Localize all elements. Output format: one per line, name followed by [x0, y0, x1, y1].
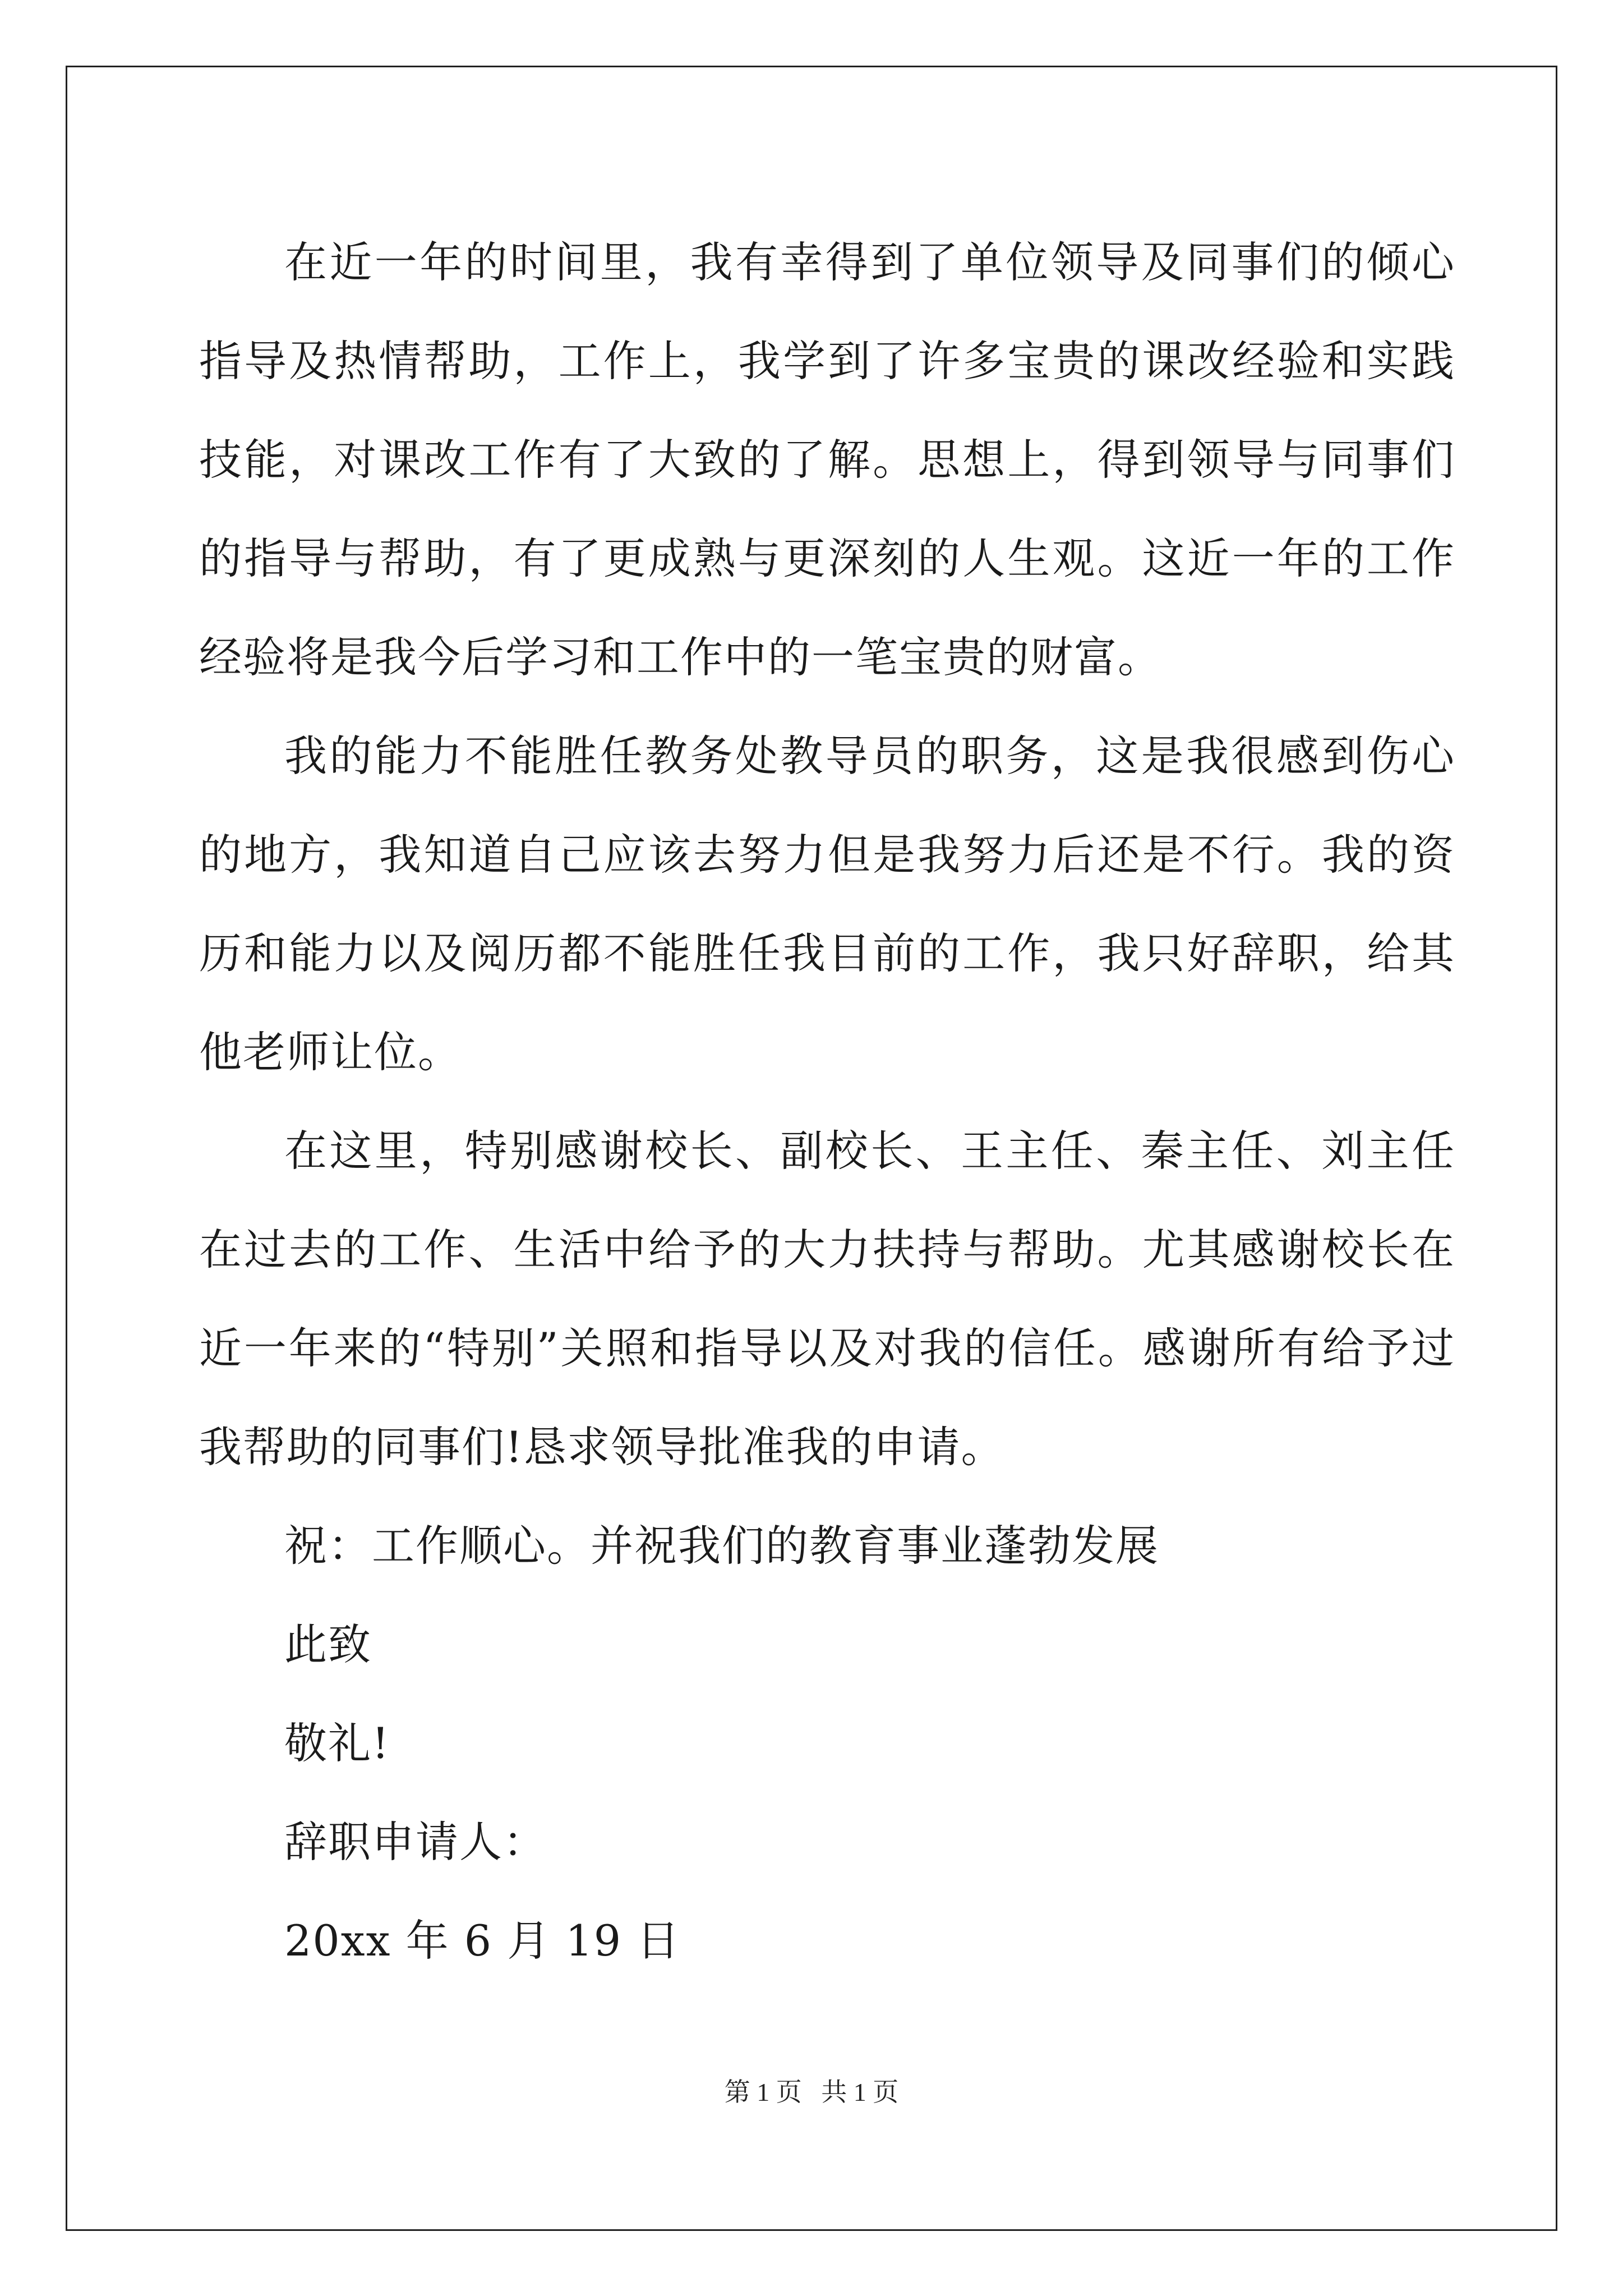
signature-label: 辞职申请人：	[284, 1817, 547, 1867]
date-line: 20xx 年 6 月 19 日	[284, 1916, 681, 1966]
paragraph-2: 我的能力不能胜任教务处教导员的职务，这是我很感到伤心的地方，我知道自己应该去努力但是我努力后还是不行。我的资历和能力以及阅历都不能胜任我目前的工作，我只好辞职，给其他老师让位。	[199, 731, 1455, 1077]
paragraph-1: 在近一年的时间里，我有幸得到了单位领导及同事们的倾心指导及热情帮助，工作上，我学到了许多宝贵的课改经验和实践技能，对课改工作有了大致的了解。思想上，得到领导与同事们的指导与帮助，有了更成熟与更深刻的人生观。这近一年的工作经验将是我今后学习和工作中的一笔宝贵的财富。	[199, 237, 1455, 682]
closing-salutation: 此致	[284, 1619, 372, 1669]
closing-respect: 敬礼!	[284, 1718, 390, 1768]
page-number-footer: 第 1 页 共 1 页	[724, 2078, 899, 2106]
paragraph-3: 在这里，特别感谢校长、副校长、王主任、秦主任、刘主任在过去的工作、生活中给予的大力扶持与帮助。尤其感谢校长在近一年来的“特别”关照和指导以及对我的信任。感谢所有给予过我帮助的同事们!恳求领导批准我的申请。	[199, 1126, 1455, 1472]
document-body	[199, 213, 1455, 1990]
wish-line: 祝：工作顺心。并祝我们的教育事业蓬勃发展	[284, 1521, 1159, 1571]
